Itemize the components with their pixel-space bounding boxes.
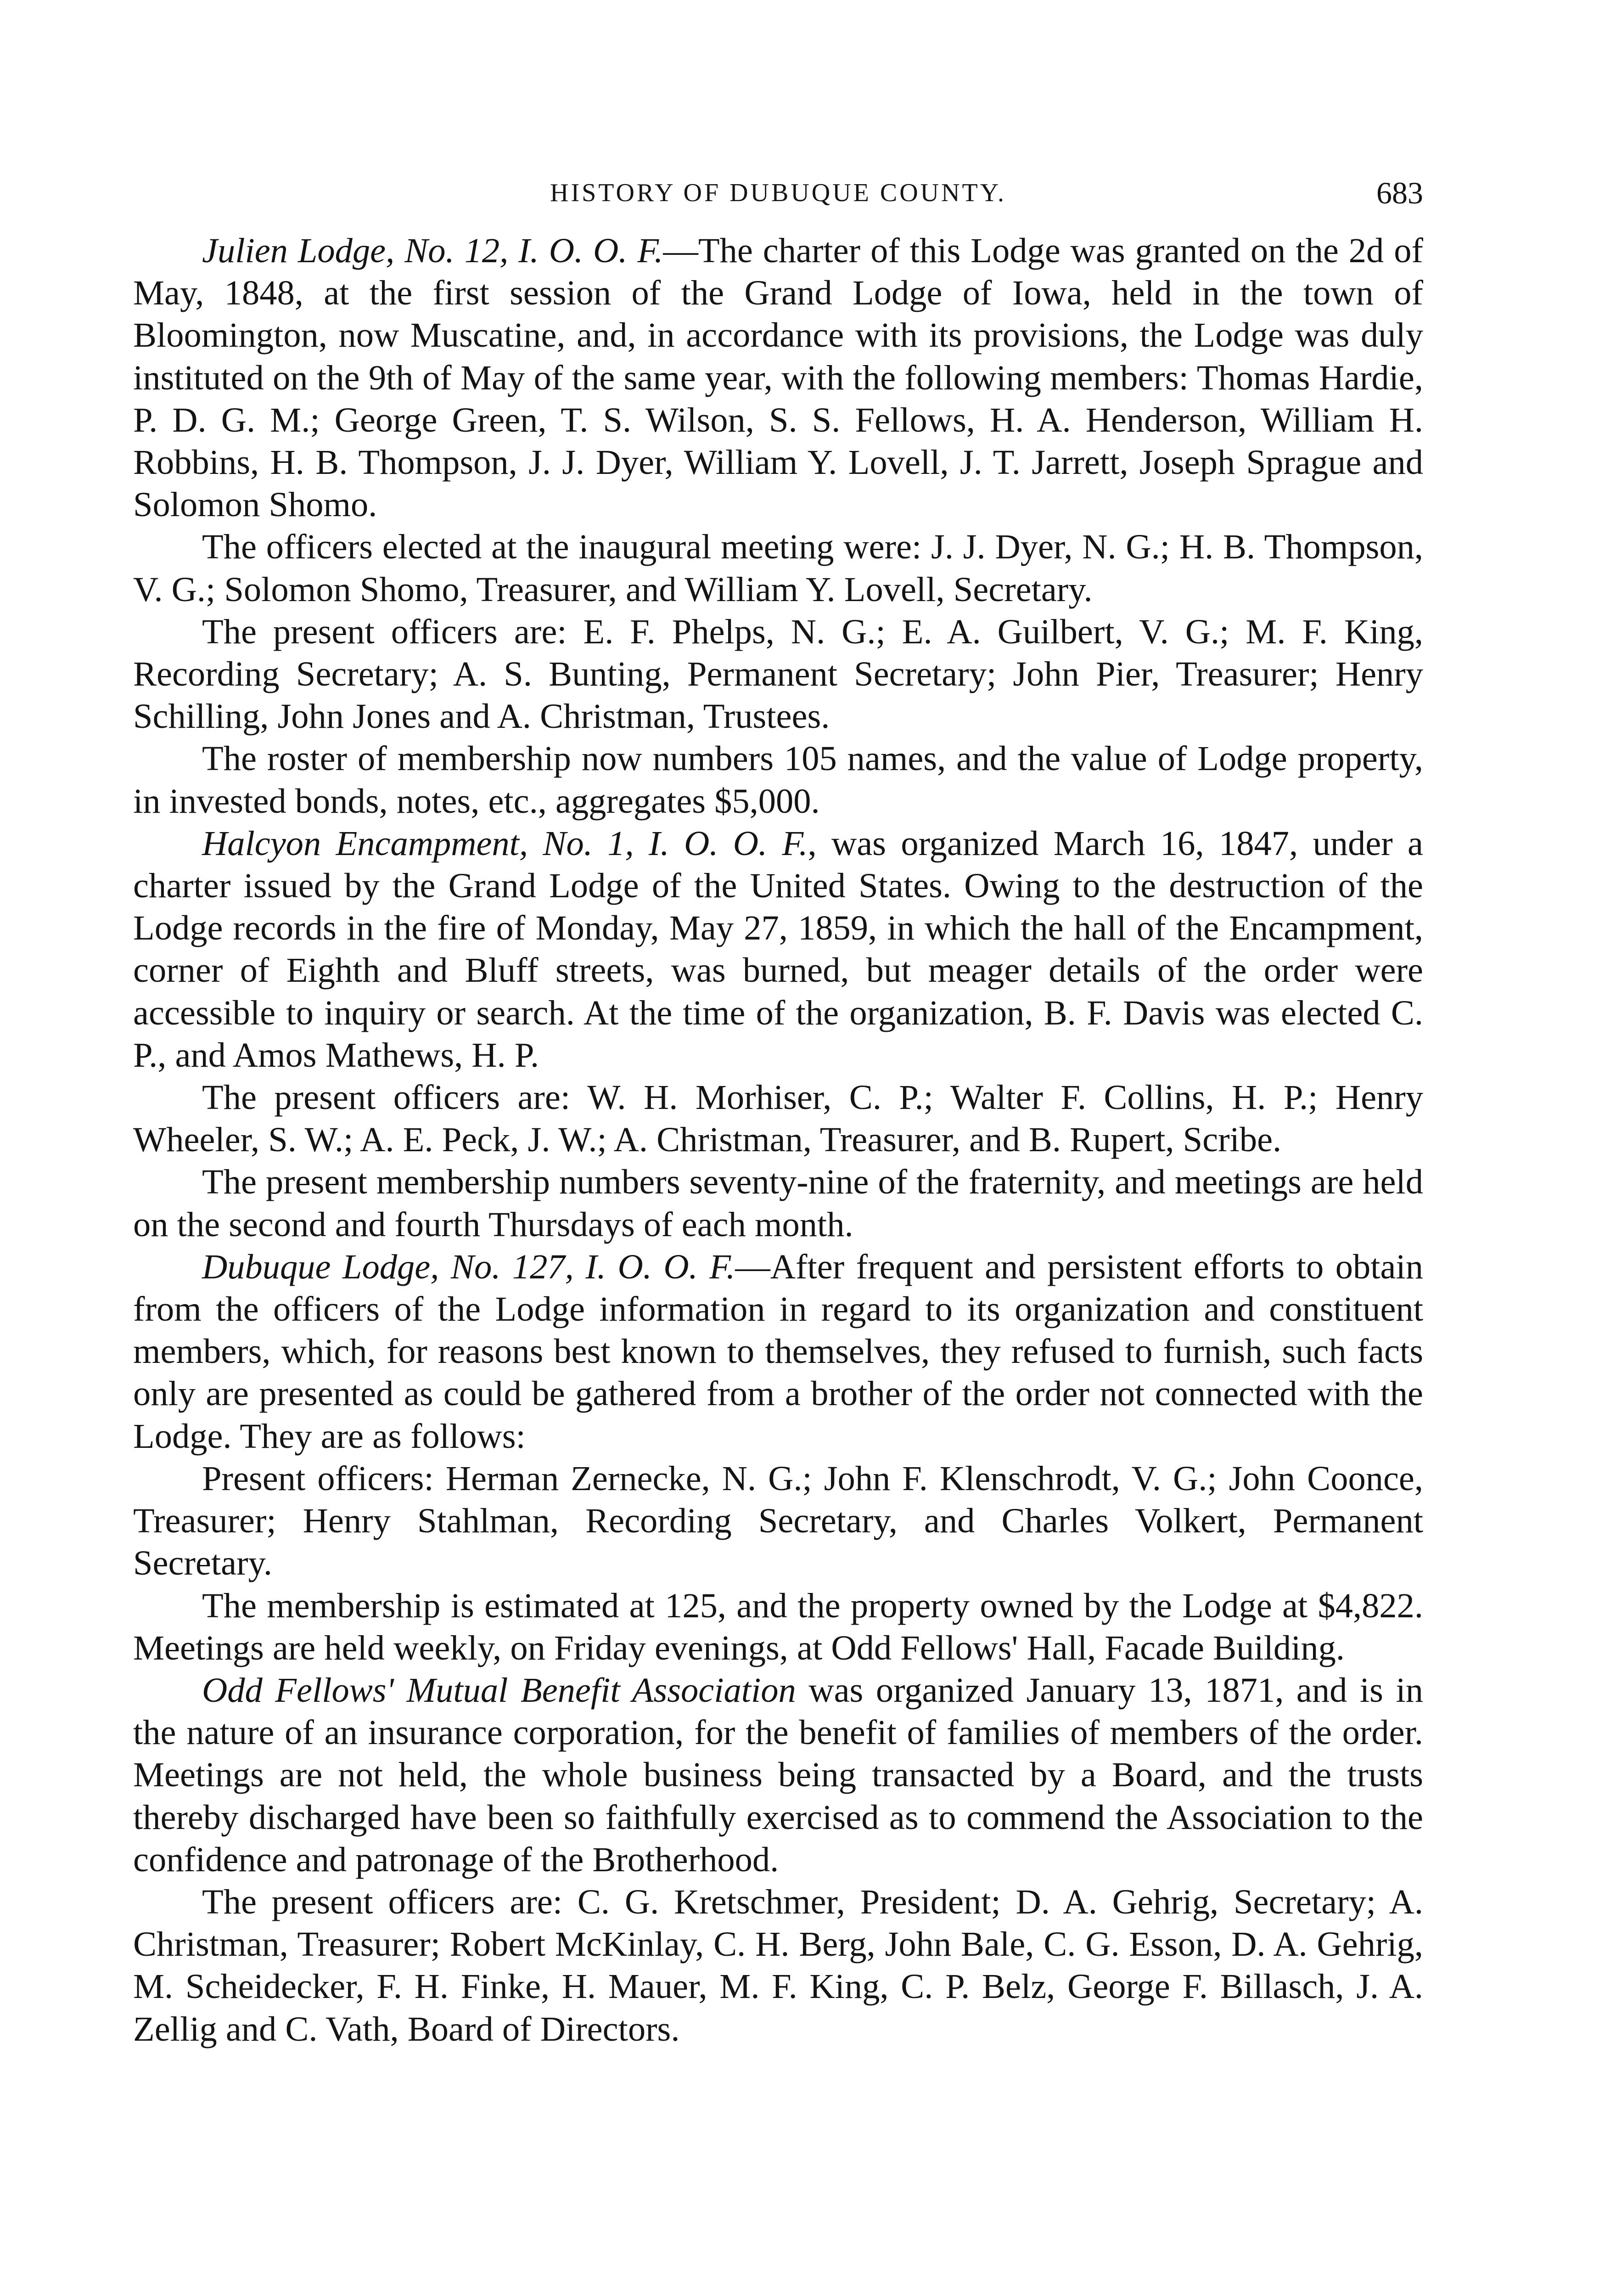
page-header [133,174,1423,230]
title-separator [796,1671,809,1710]
lodge-title: Julien Lodge, No. 12, I. O. O. F. [202,231,663,270]
paragraph-dubuque-membership [133,1585,1423,1669]
paragraph-encampment-officers [133,1076,1423,1161]
paragraph-dubuque-officers [133,1458,1423,1585]
paragraph-present-officers [133,611,1423,738]
paragraph-halcyon-encampment [133,822,1423,1076]
paragraph-text: The roster of membership now numbers 105 names, and the value of Lodge property, in invested bonds, notes, etc., aggregates $5,000. [133,739,1423,821]
paragraph-text: The officers elected at the inaugural meeting were: J. J. Dyer, N. G.; H. B. Thompson, V. G.; Solomon Shomo, Treasurer, and William Y. Lovell, Secretary. [133,527,1423,609]
title-separator: — [663,231,698,270]
paragraph-text: The present officers are: W. H. Morhiser, C. P.; Walter F. Collins, H. P.; Henry Wheeler, S. W.; A. E. Peck, J. W.; A. Christman, Treasurer, and B. Rupert, Scribe. [133,1078,1423,1159]
paragraph-inaugural-officers [133,526,1423,610]
paragraph-text: was organized January 13, 1871, and is in the nature of an insurance corporation, for the benefit of families of members of the order. Meetings are not held, the whole business being transacted by a Board, and the trusts thereby discharged have been so faithfully exercised as to commend the Association to the confidence and patronage of the Brotherhood. [133,1670,1424,1879]
lodge-title: Halcyon Encampment, No. 1, I. O. O. F. [202,823,808,863]
paragraph-encampment-membership [133,1161,1423,1245]
paragraph-association-officers [133,1881,1423,2050]
paragraph-julien-lodge [133,230,1423,526]
title-separator: , [808,823,831,863]
paragraph-mutual-benefit-association [133,1669,1423,1881]
paragraph-text: Present officers: Herman Zernecke, N. G.; John F. Klenschrodt, V. G.; John Coonce, Treasurer; Henry Stahlman, Recording Secretary, and Charles Volkert, Permanent Secretary. [133,1458,1423,1583]
page-number: 683 [1376,175,1423,210]
paragraph-text: The present officers are: E. F. Phelps, N. G.; E. A. Guilbert, V. G.; M. F. King, Recording Secretary; A. S. Bunting, Permanent Secretary; John Pier, Treasurer; Henry Schilling, John Jones and A. Christman, Trustees. [133,612,1423,736]
paragraph-roster [133,737,1423,822]
title-separator: — [735,1247,770,1286]
body-text [133,230,1423,2050]
paragraph-text: After frequent and persistent efforts to obtain from the officers of the Lodge information in regard to its organization and constituent members, which, for reasons best known to themselves, they refused to furnish, such facts only are presented as could be gathered from a brother of the order not connected with the Lodge. They are as follows: [133,1247,1423,1456]
paragraph-text: The membership is estimated at 125, and the property owned by the Lodge at $4,822. Meetings are held weekly, on Friday evenings, at Odd Fellows' Hall, Facade Building. [133,1586,1423,1667]
paragraph-text: The charter of this Lodge was granted on the 2d of May, 1848, at the first session of the Grand Lodge of Iowa, held in the town of Bloomington, now Muscatine, and, in accordance with its provisions, the Lodge was duly instituted on the 9th of May of the same year, with the following members: Thomas Hardie, P. D. G. M.; George Green, T. S. Wilson, S. S. Fellows, H. A. Henderson, William H. Robbins, H. B. Thompson, J. J. Dyer, William Y. Lovell, J. T. Jarrett, Joseph Sprague and Solomon Shomo. [133,231,1423,524]
page [133,174,1423,2050]
paragraph-text: The present officers are: C. G. Kretschmer, President; D. A. Gehrig, Secretary; A. Christman, Treasurer; Robert McKinlay, C. H. Berg, John Bale, C. G. Esson, D. A. Gehrig, M. Scheidecker, F. H. Finke, H. Mauer, M. F. King, C. P. Belz, George F. Billasch, J. A. Zellig and C. Vath, Board of Directors. [133,1882,1423,2048]
lodge-title: Dubuque Lodge, No. 127, I. O. O. F. [202,1247,735,1286]
paragraph-dubuque-lodge [133,1246,1423,1458]
paragraph-text: The present membership numbers seventy-nine of the fraternity, and meetings are held on the second and fourth Thursdays of each month. [133,1162,1423,1244]
association-title: Odd Fellows' Mutual Benefit Association [202,1670,796,1710]
running-title: HISTORY OF DUBUQUE COUNTY. [550,179,1006,207]
paragraph-text: was organized March 16, 1847, under a charter issued by the Grand Lodge of the United States. Owing to the destruction of the Lodge records in the fire of Monday, May 27, 1859, in which the hall of the Encampment, corner of Eighth and Bluff streets, was burned, but meager details of the order were accessible to inquiry or search. At the time of the organization, B. F. Davis was elected C. P., and Amos Mathews, H. P. [133,823,1424,1075]
